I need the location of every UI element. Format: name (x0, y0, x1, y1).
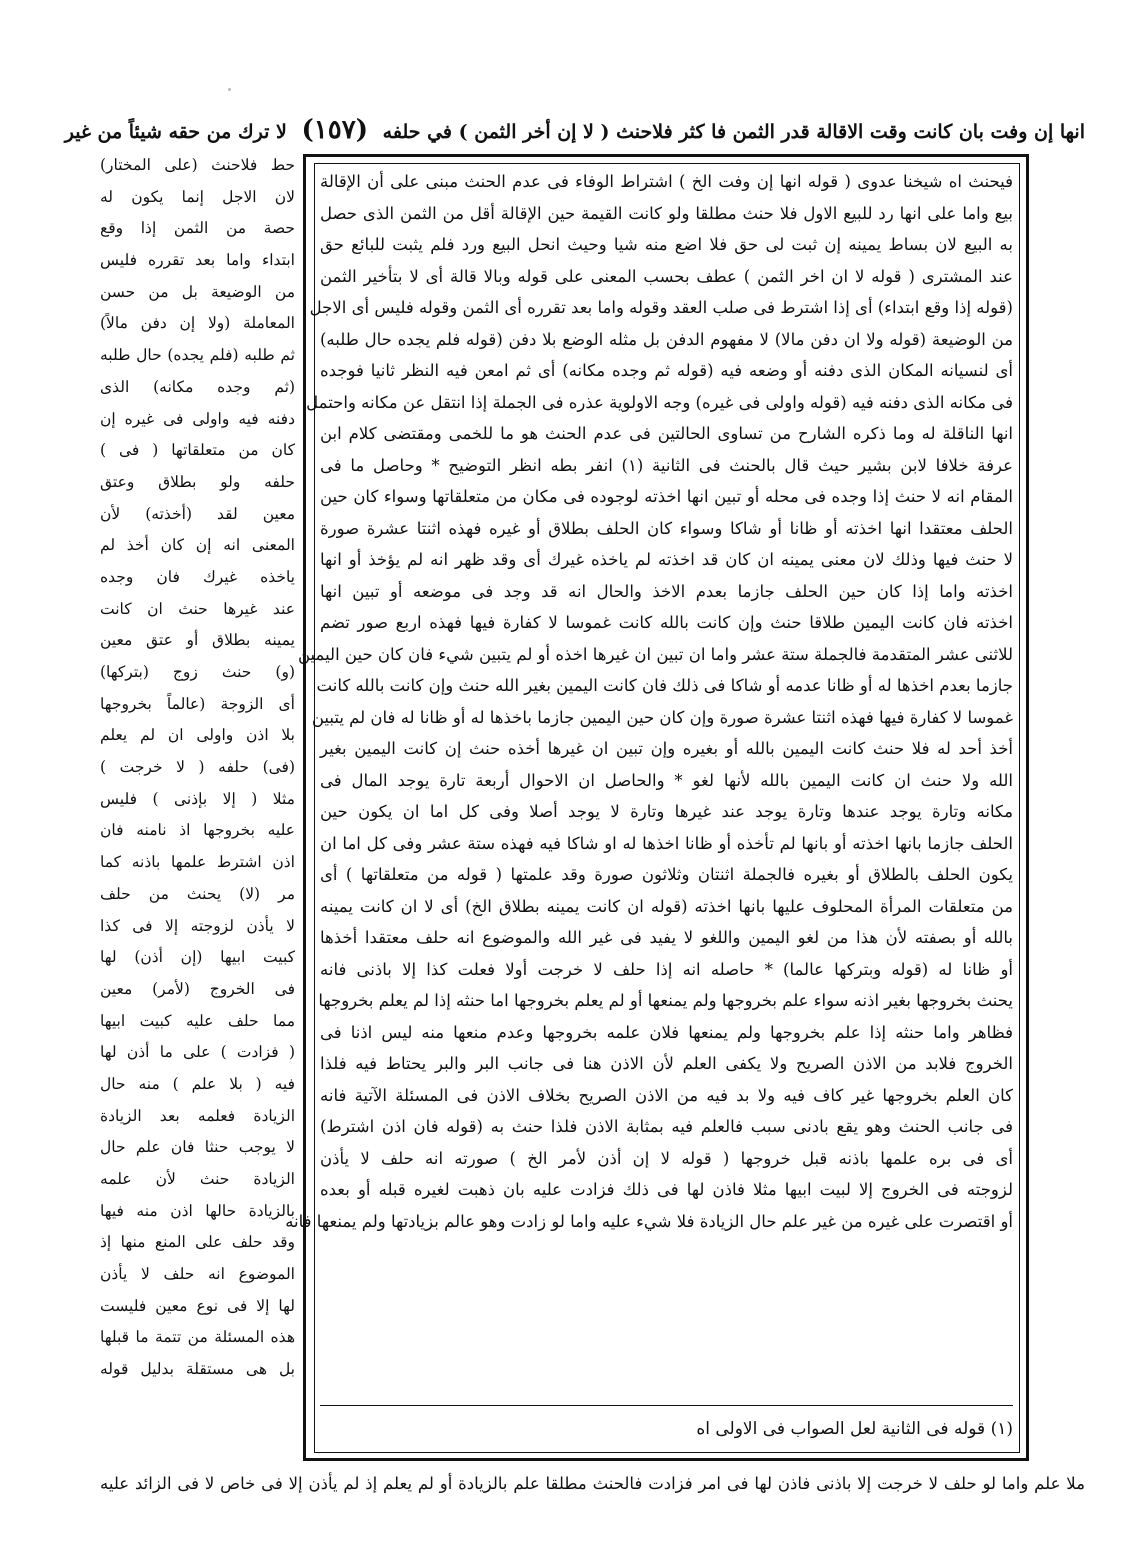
footnote: (١) قوله فى الثانية لعل الصواب فى الاولى اه (696, 1419, 1013, 1439)
commentary-line: عند المشترى ( قوله لا ان اخر الثمن ) عطف بحسب المعنى على قوله وبالا قالة أى لا بتأخير الثمن (320, 266, 1013, 286)
commentary-line: بيع واما على انها رد للبيع الاول فلا حنث مطلقا ولو كانت القيمة حين الإقالة أقل من الثمن الذى حصل (320, 203, 1013, 223)
margin-line: (و) حنث زوج (بتركها) (100, 663, 295, 681)
margin-line: حط فلاحنث (على المختار) (100, 156, 295, 174)
commentary-line: أو اقتصرت على غيره من غير علم حال الزيادة فلا شيء عليه واما لو زادت وهو عالم بزيادتها ولم يمنعها فانه (285, 1211, 1013, 1231)
margin-line: ( فزادت ) على ما أذن لها (100, 1043, 295, 1062)
margin-line: المعنى انه إن كان أخذ لم (100, 536, 295, 555)
margin-line: عليه بخروجها اذ نامنه فان (100, 821, 295, 840)
commentary-line: انها الناقلة له وما ذكره الشارح من تساوى الحالتين فى عدم الحنث هو ما للخمى ومقتضى كلام ابن (320, 424, 1013, 443)
commentary-line: غموسا لا كفارة فيها فهذه اثنتا عشرة صورة وإن كان حين اليمين جازما باخذها له أو ظانا له فان لم يتبين (311, 707, 1013, 727)
commentary-line: من متعلقات المرأة المحلوف عليها بانها اخذته (قوله ان كانت يمينه بطلاق الخ) أى لا ان كانت يمينه (320, 896, 1013, 916)
commentary-line: عرفة خلافا لابن بشير حيث قال بالحنث فى الثانية (١) انفر بطه انظر التوضيح * وحاصل ما فى (320, 455, 1013, 475)
commentary-line: كان العلم بخروجها غير كاف فيه ولا بد فيه من الاذن الصريح بخلاف الاذن فى المسئلة الآتية فانه (320, 1085, 1013, 1105)
margin-line: من الوضيعة بل من حسن (100, 282, 295, 301)
margin-line: هذه المسئلة من تتمة ما قبلها (100, 1328, 295, 1347)
margin-line: الموضوع انه حلف لا يأذن (100, 1265, 295, 1284)
margin-line: لا يأذن لزوجته إلا فى كذا (100, 916, 295, 935)
commentary-line: فظاهر واما حنثه إذا علم بخروجها ولم يمنعها فلان علمه بخروجها وعدم منعها منه ليس اذنا فى (320, 1022, 1013, 1042)
header-text-left: لا ترك من حقه شيئاً من غير (64, 121, 287, 143)
margin-line: دفنه فيه واولى فى غيره إن (100, 409, 295, 428)
margin-line: يمينه بطلاق أو عتق معين (100, 631, 295, 650)
commentary-line: الحلف جازما بانها اخذته أو بانها لم تأخذه أو ظانا اخذها له او شاكا فيه فهذه ستة عشر وفى كل اما ان (320, 833, 1013, 853)
bottom-continuation-line: ملا علم واما لو حلف لا خرجت إلا باذنى فاذن لها فى امر فزادت فالحنث مطلقا علم بالزيادة أو لم يعلم إذ لم يأذن إلا فى خاص لا فى الزائد عليه (100, 1474, 1085, 1493)
commentary-line: جازما بعدم اخذها له أو ظانا عدمه أو شاكا فى ذلك فان كانت اليمين بغير الله حنث وإن كانت بالله كانت (316, 676, 1013, 695)
running-header (64, 112, 1085, 148)
commentary-line: الله ولا حنث ان كانت اليمين بالله لأنها لغو * والحاصل ان الاحوال أربعة تارة يوجد المال فى (320, 770, 1013, 790)
commentary-line: أى لنسيانه المكان الذى دفنه أو وضعه فيه (قوله ثم وجده مكانه) أى ثم امعن فيه النظر ثانيا فوجده (320, 361, 1013, 380)
margin-line: بالزيادة حالها اذن منه فيها (100, 1201, 295, 1220)
commentary-line: يكون الحلف بالطلاق أو بغيره فالجملة اثنتان وثلاثون صورة وقد علمتها ( قوله من متعلقاتها ) أى (320, 865, 1013, 884)
commentary-line: فى مكانه الذى دفنه فيه (قوله واولى فى غيره) وجه الاولوية عذره فى الجملة إذا انتقل عن مكانه واحتمل (306, 392, 1013, 412)
commentary-line: مكانه وتارة يوجد عندها وتارة يوجد عند غيرها وتارة لا يوجد أصلا وفى كل اما ان يكون حين (320, 802, 1013, 821)
commentary-line: بالله أو بصفته لأن هذا من لغو اليمين واللغو لا يفيد فى غير الله والموضوع انه حلف معتقدا أخذها (320, 928, 1013, 947)
margin-line: لا يوجب حنثا فان علم حال (100, 1138, 295, 1157)
commentary-line: اخذته فان كانت اليمين طلاقا حنث وإن كانت بالله كانت غموسا لا كفارة فيها فهذه اربع صور تضم (320, 613, 1013, 632)
margin-line: بل هى مستقلة بدليل قوله (100, 1360, 295, 1379)
commentary-line: أى فى بره علمها باذنه قبل خروجها ( قوله لا إن أذن لأمر الخ ) صورته انه حلف لا يأذن (320, 1148, 1013, 1168)
margin-line: ثم طلبه (فلم يجده) حال طلبه (100, 346, 295, 365)
commentary-line: الحلف معتقدا انها اخذته أو ظانا أو شاكا وسواء كان الحلف بطلاق أو غيره فهذه اثنتا عشرة صورة (320, 518, 1013, 538)
commentary-line: فيحنث اه شيخنا عدوى ( قوله انها إن وفت الخ ) اشتراط الوفاء فى عدم الحنث مبنى على أن الإقالة (320, 172, 1013, 191)
margin-line: حصة من الثمن إذا وقع (100, 219, 295, 238)
header-text-right: انها إن وفت بان كانت وقت الاقالة قدر الثمن فا كثر فلاحنث ( لا إن أخر الثمن ) في حلفه (382, 121, 1085, 143)
margin-line: وقد حلف على المنع منها إذ (100, 1233, 295, 1252)
margin-line: بلا اذن واولى ان لم يعلم (100, 726, 295, 745)
margin-line: اذن اشترط علمها باذنه كما (100, 853, 295, 872)
margin-line: مما حلف عليه كبيت ابيها (100, 1011, 295, 1030)
margin-line: (فى) حلفه ( لا خرجت ) (100, 758, 295, 777)
margin-line: فيه ( بلا علم ) منه حال (100, 1074, 295, 1093)
commentary-line: فى جانب الحنث وهو يقع بادنى سبب فالعلم فيه بمثابة الاذن فلذا حنث به (قوله فان اذن اشترط) (320, 1117, 1013, 1136)
margin-line: الزيادة حنث لأن علمه (100, 1170, 295, 1188)
scan-speck (228, 88, 231, 91)
footnote-separator (320, 1405, 1013, 1406)
margin-line: كبيت ابيها (إن أذن) لها (100, 948, 295, 967)
commentary-line: الخروج فلابد من الاذن الصريح ولا يكفى العلم لأن الاذن هنا فى جانب البر والبر يحتاط فيه فلذا (320, 1054, 1013, 1073)
margin-line: مثلا ( إلا بإذنى ) فليس (100, 789, 295, 808)
margin-line: حلفه ولو بطلاق وعتق (100, 472, 295, 491)
commentary-block (285, 166, 1013, 1406)
commentary-line: لزوجته فى الخروج إلا لبيت ابيها مثلا فاذن لها فى ذلك فزادت عليه بان ذهبت لغيره قبله أو بعده (320, 1180, 1013, 1199)
margin-line: الزيادة فعلمه بعد الزيادة (100, 1106, 295, 1125)
margin-line: فى الخروج (لأمر) معين (100, 979, 295, 998)
margin-line: أى الزوجة (عالماً بخروجها (100, 694, 295, 713)
margin-line: ياخذه غيرك فان وجده (100, 567, 295, 586)
page-number: (١٥٧) (301, 115, 369, 145)
margin-line: كان من متعلقاتها ( فى ) (100, 441, 295, 460)
commentary-line: (قوله إذا وقع ابتداء) أى إذا اشترط فى صلب العقد وقوله واما بعد تقرره أى الثمن وقوله فليس أى الاجل (309, 298, 1013, 317)
commentary-line: من الوضيعة (قوله ولا ان دفن مالا) لا مفهوم الدفن بل مثله الوضع بلا دفن (قوله فلم يجده حال طلبه) (320, 329, 1013, 349)
margin-line: عند غيرها حنث ان كانت (100, 599, 295, 618)
margin-line: لان الاجل إنما يكون له (100, 187, 295, 206)
commentary-line: به البيع لان بساط يمينه إن ثبت لى حق فلا اضع منه شيا وحيث انحل البيع ورد فلم يثبت للبائع حق (320, 235, 1013, 254)
margin-line: مر (لا) يحنث من حلف (100, 884, 295, 903)
commentary-line: اخذته واما إذا كان حين الحلف جازما بعدم الاخذ والحال انه قد وجد فى موضعه أو تبين انها (320, 581, 1013, 601)
margin-line: (ثم وجده مكانه) الذى (100, 377, 295, 396)
commentary-line: يحنث بخروجها بغير اذنه سواء علم بخروجها ولم يمنعها أو لم يعلم بخروجها اما حنثه إذا لم يعلم بخروجها (318, 991, 1013, 1010)
commentary-line: للاثنى عشر المتقدمة فالجملة ستة عشر واما ان تبين ان غيرها اخذه أو لم يتبين شيء فان كان حين اليمين (298, 644, 1013, 664)
commentary-line: المقام انه لا حنث إذا وجده فى محله أو تبين انها اخذته لوجوده فى مكان من متعلقاتها وسواء كان حين (320, 487, 1013, 506)
commentary-line: أو ظانا له (قوله وبتركها عالما) * حاصله انه إذا حلف لا خرجت أولا فعلت كذا إلا باذنى فانه (320, 959, 1013, 979)
margin-line: ابتداء واما بعد تقرره فليس (100, 251, 295, 270)
margin-line: معين لقد (أخذته) لأن (100, 504, 295, 523)
margin-line: المعاملة (ولا إن دفن مالاً) (100, 314, 295, 333)
commentary-line: أخذ أحد له فلا حنث كانت اليمين بالله أو بغيره وإن تبين ان غيرها أخذه حنث إن كانت اليمين بغير (320, 739, 1013, 758)
margin-line: لها إلا فى نوع معين فليست (100, 1296, 295, 1315)
commentary-line: لا حنث فيها وذلك لان معنى يمينه ان كان قد اخذته لم ياخذه غيرك أى وقد ظهر انه لم يؤخذ أو انها (320, 550, 1013, 569)
margin-commentary-column (100, 150, 295, 1465)
